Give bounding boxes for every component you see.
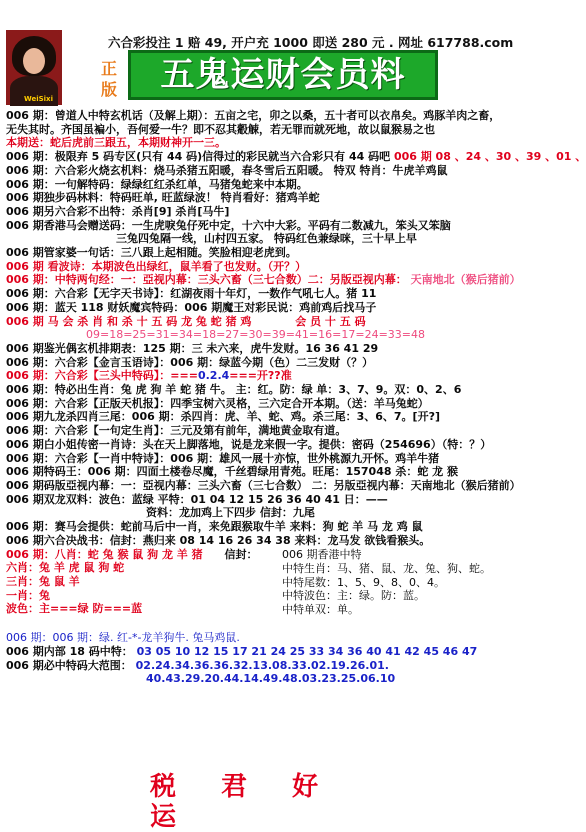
line-23: 006 期白小姐传密一肖诗：头在天上脚落地，说是龙来假一字。提供：密码（254696）（特：？）: [6, 437, 492, 451]
line-11: [6, 273, 567, 287]
right-title: 006 期香港中特: [282, 548, 362, 562]
main-content: [6, 109, 586, 686]
line-7: 006 期另六合彩不出特：杀肖[9] 杀肖[马牛]: [6, 204, 230, 218]
right-zodiac: 中特生肖：马、猪、鼠、龙、兔、狗、蛇。: [282, 561, 491, 575]
line-26: 006 期码版亞视内幕：一：亞视内幕：三头六畜（三七合数） 二：另版亞视内幕：天南地北（猴后猪前）: [6, 478, 521, 492]
line-16: 006 期鉴光偶玄机排期表：125 期：三 未六来，虎牛发财。16 36 41 29: [6, 341, 379, 355]
line-3b: 006 期 08 、24 、30 、39 、01 、: [393, 150, 586, 164]
line-14a: 006 期 马 会 杀 肖 和 杀 十 五 码 龙 兔 蛇 猪 鸡: [6, 314, 252, 328]
line-5: 006 期：一句解特码：绿绿红红杀红单，马猪兔蛇来中本期。: [6, 177, 308, 191]
right-tail: 中特尾数：1、5、9、8、0、4。: [282, 575, 445, 589]
left-three-zodiac: 三肖：兔 鼠 羊: [6, 574, 80, 588]
right-color: 中特波色：主：绿。防：蓝。: [282, 589, 425, 603]
line-18b: 0.2.4: [197, 369, 230, 383]
line-30b: 信封：: [224, 547, 258, 561]
line-17: 006 期：六合彩【金言玉语诗】：006 期：绿蓝今期（色）二三发财（？）: [6, 355, 374, 369]
banner-title: 五鬼运财会员料: [160, 55, 406, 95]
right-column: [282, 548, 562, 617]
line-10: 006 期 看波诗：本期波色出绿红，鼠羊看了也发财。（开？）: [6, 259, 307, 273]
left-wave-color: 波色：主===绿 防===蓝: [6, 602, 143, 616]
seal-badge: 正版: [100, 59, 117, 99]
left-six-zodiac: 六肖：兔 羊 虎 鼠 狗 蛇: [6, 561, 125, 575]
title-banner: [128, 50, 438, 100]
line-18: [6, 369, 567, 383]
line-28: 006 期：赛马会提供：蛇前马后中一肖，来免跟猴取牛羊 来料：狗 蛇 羊 马 龙 鸡 鼠: [6, 520, 423, 534]
line-32: [6, 645, 567, 659]
promo-line: 六合彩投注 1 赔 49, 开户充 1000 即送 280 元 . 网址 617788.com: [108, 35, 514, 50]
line-8a: 006 期香港马会赠送码：一生虎唳兔仔死中定，十六中大彩。平码有二数减九，笨头又笨脑: [6, 218, 451, 232]
line-18c: ===开??准: [229, 369, 292, 383]
line-27b: 资料：龙加鸡上下四步 信封：九尾: [146, 506, 315, 520]
line-24: 006 期：六合彩【一肖中特诗】：006 期：雄风一展十亦惊，世外桃源九开怀。鸡羊牛猪: [6, 451, 440, 465]
header: [0, 0, 573, 108]
line-3: [6, 150, 586, 164]
line-11b: 天南地北（猴后猪前）: [410, 273, 521, 287]
line-4: 006 期：六合彩火烧玄机料：烧马杀猪五阳暖，春冬雪后五阳暖。 特双 特肖：牛虎羊鸡鼠: [6, 163, 448, 177]
line-15: 09=18=25=31=34=18=27=30=39=41=16=17=24=33=48: [86, 328, 425, 342]
left-one-zodiac: 一肖：兔: [6, 588, 50, 602]
line-12: 006 期：六合彩【无字天书诗】：红湖夜雨十年灯，一数作气吼七人。猪 11: [6, 287, 377, 301]
line-1a: 006 期：曾道人中特玄机话（及解上期）：五亩之宅，卯之以桑，五十者可以衣帛矣。鸡豚羊肉之畜，: [6, 109, 501, 122]
photo-caption: WeiSixi: [24, 95, 53, 103]
line-25: 006 期特码王：006 期：四面土楼卷尽魔，千丝碧绿用青苑。旺尾：157048 杀：蛇 龙 猴: [6, 465, 458, 479]
line-9: 006 期管家婆一句话：三八跟上起相随。笑脸相迎老虎到。: [6, 246, 297, 260]
left-column: [6, 561, 276, 616]
presenter-photo: [6, 30, 62, 105]
line-6: 006 期独步码林料：特码旺单, 旺蓝绿波！ 特肖看好：猪鸡羊蛇: [6, 191, 320, 205]
line-18a: 006 期：六合彩【三头中特码】：===: [6, 369, 198, 383]
line-14: [6, 315, 567, 329]
line-32b: 03 05 10 12 15 17 21 24 25 33 34 36 40 41 42 45 46 47: [136, 644, 478, 658]
line-29: 006 期六合决战书：信封：燕归来 08 14 16 26 34 38 来料：龙马发 欲钱看猴头。: [6, 533, 431, 547]
line-14b: 会 员 十 五 码: [295, 314, 366, 328]
line-22: 006 期：六合彩【一句定生肖】：三元及第有前年，满地黄金取有道。: [6, 424, 347, 438]
line-27a: 006 期双龙双料：波色：蓝绿 平特：01 04 12 15 26 36 40 41 日：——: [6, 492, 388, 506]
line-33a: 006 期必中特码大范围：: [6, 658, 132, 672]
line-2: 本期送：蛇后虎前三跟五，本期财神开一三。: [6, 136, 226, 150]
line-31: 006 期：006 期：绿. 红-*-龙羊狗牛. 兔马鸡鼠.: [6, 631, 240, 645]
line-8b: 三兔四兔隔一线，山村四五家。 特码红色兼绿咪，三十早上早: [116, 232, 417, 246]
line-19: 006 期：特必出生肖：兔 虎 狗 羊 蛇 猪 牛。 主：红。防：绿 单：3、7、9。双：0、2、6: [6, 383, 462, 397]
line-33b: 02.24.34.36.36.32.13.08.33.02.19.26.01.: [135, 658, 389, 672]
line-32a: 006 期内部 18 码中特：: [6, 644, 133, 658]
line-1b: 无失其时。齐国虽褊小，吾何爱一牛？即不忍其觳觫，若无罪而就死地，故以鼠猴易之也: [6, 122, 435, 136]
line-11a: 006 期：中特两句经：一：亞视内幕：三头六畜（三七合数）二：另版亞视内幕：: [6, 273, 407, 287]
line-33: [6, 659, 567, 673]
line-3a: 006 期：极限弃 5 码专区(只有 44 码)信得过的彩民就当六合彩只有 44 码吧: [6, 150, 391, 164]
line-21: 006 期九龙杀四肖三尾：006 期：杀四肖：虎、羊、蛇、鸡。杀三尾：3、6、7。[开?]: [6, 410, 440, 424]
line-20: 006 期：六合彩【正版天机报】：四季宝树六灵格，三六定合开本期。（送：羊马兔蛇）: [6, 396, 429, 410]
footer-signature: 税 君 好 运: [150, 772, 337, 832]
line-13: 006 期：蓝天 118 财妖魔宾特码：006 期魔王对彩民说：鸡前鸡后找马子: [6, 300, 377, 314]
line-30a: 006 期：八肖：蛇 兔 猴 鼠 狗 龙 羊 猪: [6, 547, 203, 561]
right-odd-even: 中特单双：单。: [282, 603, 359, 617]
line-33c: 40.43.29.20.44.14.49.48.03.23.25.06.10: [146, 672, 396, 686]
